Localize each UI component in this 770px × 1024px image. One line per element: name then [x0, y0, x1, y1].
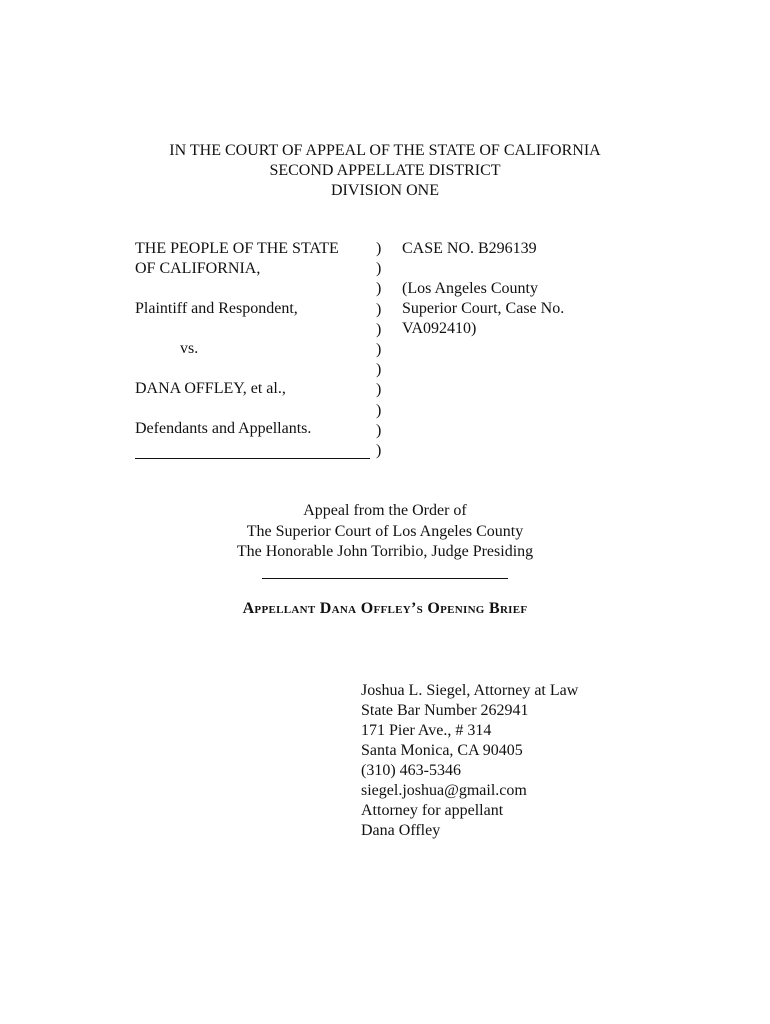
appeal-statement [0, 501, 770, 563]
blank-line [135, 359, 375, 379]
district-name: SECOND APPELLATE DISTRICT [269, 162, 501, 179]
case-number: CASE NO. B296139 [402, 240, 537, 257]
appeal-line: The Honorable John Torribio, Judge Presiding [236, 543, 534, 560]
respondent-role: Plaintiff and Respondent, [135, 300, 298, 317]
street-address: 171 Pier Ave., # 314 [361, 722, 492, 739]
attorney-name: Joshua L. Siegel, Attorney at Law [361, 682, 579, 699]
party-line: OF CALIFORNIA, [135, 260, 261, 277]
bar-number: State Bar Number 262941 [361, 702, 529, 719]
blank-line [135, 399, 375, 419]
phone-number: (310) 463-5346 [361, 762, 461, 779]
court-header [0, 141, 770, 201]
caption-paren: ) [376, 300, 382, 318]
caption-underline [135, 458, 370, 459]
attorney-info [361, 681, 661, 841]
blank-line [135, 319, 375, 339]
caption-paren: ) [376, 421, 382, 439]
attorney-role: Attorney for appellant [361, 802, 504, 819]
court-name: IN THE COURT OF APPEAL OF THE STATE OF CALIFORNIA [169, 142, 601, 159]
caption-paren: ) [376, 401, 382, 419]
caption-paren: ) [376, 320, 382, 338]
email-address: siegel.joshua@gmail.com [361, 782, 527, 799]
caption-paren: ) [376, 361, 382, 379]
caption-paren: ) [376, 240, 382, 257]
case-number-block [402, 239, 662, 339]
appeal-divider [262, 578, 508, 579]
versus-label: vs. [180, 340, 199, 357]
blank-line [402, 259, 662, 279]
division-name: DIVISION ONE [331, 182, 439, 199]
appeal-line: Appeal from the Order of [303, 502, 467, 519]
blank-line [135, 279, 375, 299]
caption-paren: ) [376, 280, 382, 298]
case-caption-parties [135, 239, 375, 439]
caption-paren-column [376, 239, 390, 461]
caption-paren: ) [376, 260, 382, 278]
appeal-line: The Superior Court of Los Angeles County [246, 522, 524, 540]
caption-paren: ) [376, 381, 382, 399]
lower-court-line: VA092410) [402, 320, 477, 337]
defendant-name: DANA OFFLEY, et al., [135, 380, 286, 397]
brief-title: Appellant Dana Offley’s Opening Brief [242, 600, 528, 617]
party-line: THE PEOPLE OF THE STATE [135, 240, 339, 257]
caption-paren: ) [376, 340, 382, 358]
caption-paren: ) [376, 441, 382, 459]
appellant-role: Defendants and Appellants. [135, 420, 312, 437]
lower-court-line: (Los Angeles County [402, 280, 538, 297]
lower-court-line: Superior Court, Case No. [402, 300, 565, 317]
city-address: Santa Monica, CA 90405 [361, 742, 523, 759]
client-name: Dana Offley [361, 822, 441, 839]
